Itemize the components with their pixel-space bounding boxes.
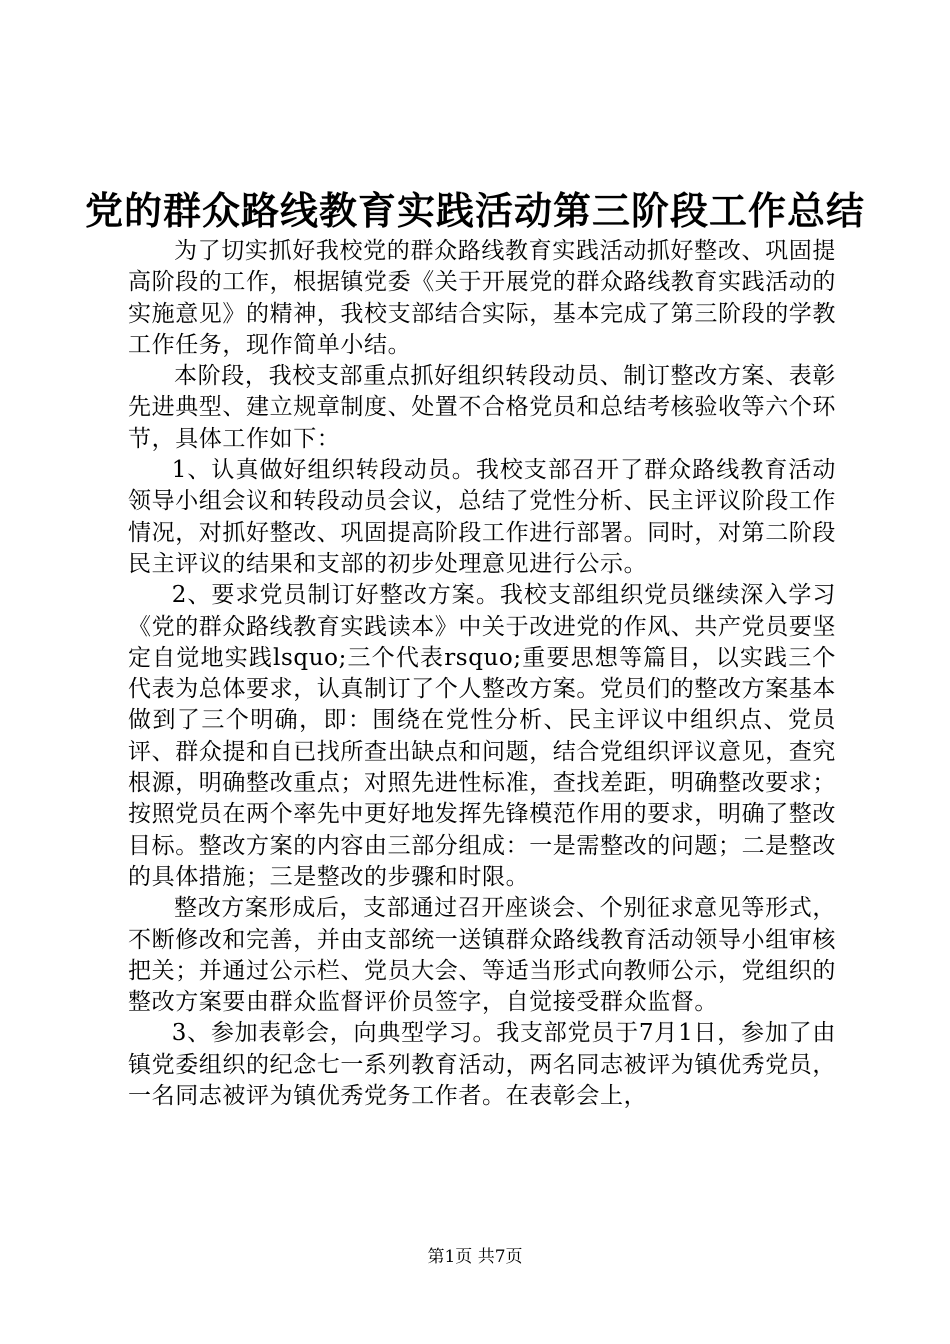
paragraph-item-3: 3、参加表彰会，向典型学习。我支部党员于7月1日，参加了由镇党委组织的纪念七一系列教育活动，两名同志被评为镇优秀党员，一名同志被评为镇优秀党务工作者。在表彰会上， <box>128 1020 836 1110</box>
paragraph-item-1: 1、认真做好组织转段动员。我校支部召开了群众路线教育活动领导小组会议和转段动员会议，总结了党性分析、民主评议阶段工作情况，对抓好整改、巩固提高阶段工作进行部署。同时，对第二阶段民主评议的结果和支部的初步处理意见进行公示。 <box>128 457 836 577</box>
paragraph-item-2-continued: 整改方案形成后，支部通过召开座谈会、个别征求意见等形式，不断修改和完善，并由支部统一送镇群众路线教育活动领导小组审核把关；并通过公示栏、党员大会、等适当形式向教师公示，党组织的整改方案要由群众监督评价员签字，自觉接受群众监督。 <box>128 895 836 1016</box>
paragraph-intro: 为了切实抓好我校党的群众路线教育实践活动抓好整改、巩固提高阶段的工作，根据镇党委《关于开展党的群众路线教育实践活动的实施意见》的精神，我校支部结合实际，基本完成了第三阶段的学教工作任务，现作简单小结。 <box>128 238 836 358</box>
page-number-footer: 第1页 共7页 <box>427 1247 523 1267</box>
document-body <box>128 236 836 1112</box>
paragraph-item-2: 2、要求党员制订好整改方案。我校支部组织党员继续深入学习《党的群众路线教育实践读本》中关于改进党的作风、共产党员要坚定自觉地实践lsquo;三个代表rsquo;重要思想等篇目，以实践三个代表为总体要求，认真制订了个人整改方案。党员们的整改方案基本做到了三个明确，即：围绕在党性分析、民主评议中组织点、党员评、群众提和自已找所查出缺点和问题，结合党组织评议意见，查究根源，明确整改重点；对照先进性标准，查找差距，明确整改要求；按照党员在两个率先中更好地发挥先锋模范作用的要求，明确了整改目标。整改方案的内容由三部分组成：一是需整改的问题；二是整改的具体措施；三是整改的步骤和时限。 <box>128 582 836 890</box>
paragraph-overview: 本阶段，我校支部重点抓好组织转段动员、制订整改方案、表彰先进典型、建立规章制度、处置不合格党员和总结考核验收等六个环节，具体工作如下： <box>128 363 836 452</box>
document-title: 党的群众路线教育实践活动第三阶段工作总结 <box>84 188 865 233</box>
